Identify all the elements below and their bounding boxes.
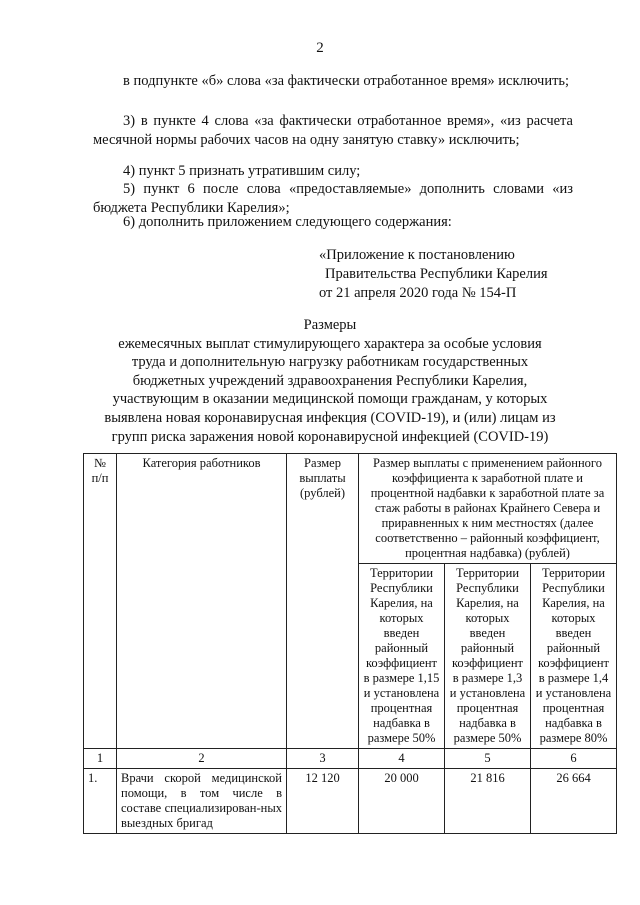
column-number: 2 xyxy=(117,749,287,769)
row-value-3: 26 664 xyxy=(531,769,617,834)
paragraph-text: 5) пункт 6 после слова «предоставляемые» дополнить словами «из бюджета Республики Карелия»; xyxy=(93,181,573,216)
title-line: ежемесячных выплат стимулирующего характера за особые условия xyxy=(118,335,542,352)
header-category: Категория работников xyxy=(117,454,287,749)
row-value-2: 21 816 xyxy=(445,769,531,834)
header-territory-2: Территории Республики Карелия, на которых введен районный коэффициент в размере 1,3 и установлена процентная надбавка в размере 50% xyxy=(445,564,531,749)
header-territory-3: Территории Республики Карелия, на которых введен районный коэффициент в размере 1,4 и установлена процентная надбавка в размере 80% xyxy=(531,564,617,749)
paragraph-text: 6) дополнить приложением следующего содержания: xyxy=(123,214,452,230)
row-amount: 12 120 xyxy=(287,769,359,834)
paragraph-text: 3) в пункте 4 слова «за фактически отработанное время», «из расчета месячной нормы рабочих часов на одну занятую ставку» исключить; xyxy=(93,113,573,148)
table-row xyxy=(84,769,617,834)
column-number: 5 xyxy=(445,749,531,769)
appendix-line: от 21 апреля 2020 года № 154-П xyxy=(319,285,517,301)
row-value-1: 20 000 xyxy=(359,769,445,834)
header-regional: Размер выплаты с применением районного коэффициента к заработной плате и процентной надбавки к заработной плате за стаж работы в районах Крайнего Севера и приравненных к ним местностях (далее соответственно – районный коэффициент, процентная надбавка) (рублей) xyxy=(359,454,617,564)
title-line: групп риска заражения новой коронавирусной инфекцией (COVID-19) xyxy=(111,428,549,445)
title-line: выявлена новая коронавирусная инфекция (COVID-19), и (или) лицам из xyxy=(104,409,556,426)
column-number: 1 xyxy=(84,749,117,769)
header-amount: Размер выплаты (рублей) xyxy=(287,454,359,749)
header-territory-1: Территории Республики Карелия, на которых введен районный коэффициент в размере 1,15 и установлена процентная надбавка в размере 50% xyxy=(359,564,445,749)
paragraph-point-5 xyxy=(93,180,573,217)
paragraph-point-4 xyxy=(93,162,573,181)
row-num: 1. xyxy=(84,769,117,834)
title-line: труда и дополнительную нагрузку работникам государственных xyxy=(131,354,529,371)
column-number-row xyxy=(84,749,617,769)
header-num: № п/п xyxy=(84,454,117,749)
column-number: 4 xyxy=(359,749,445,769)
document-title xyxy=(60,316,600,446)
appendix-line: «Приложение к постановлению xyxy=(319,247,515,263)
title-line: бюджетных учреждений здравоохранения Республики Карелия, xyxy=(132,372,528,389)
title-heading: Размеры xyxy=(303,317,357,333)
page-number: 2 xyxy=(316,40,324,56)
payments-table xyxy=(83,453,617,834)
title-line: участвующим в оказании медицинской помощи гражданам, у которых xyxy=(112,391,548,408)
column-number: 6 xyxy=(531,749,617,769)
column-number: 3 xyxy=(287,749,359,769)
appendix-header xyxy=(319,246,548,303)
paragraph-text: 4) пункт 5 признать утратившим силу; xyxy=(123,163,361,179)
paragraph-text: в подпункте «б» слова «за фактически отработанное время» исключить; xyxy=(123,73,570,89)
paragraph-subpoint-b xyxy=(93,72,573,91)
paragraph-point-3 xyxy=(93,112,573,149)
appendix-line: Правительства Республики Карелия xyxy=(325,266,548,282)
row-category: Врачи скорой медицинской помощи, в том числе в составе специализирован-ных выездных бригад xyxy=(117,769,287,834)
table-header-row xyxy=(84,454,617,564)
paragraph-point-6 xyxy=(93,213,573,232)
